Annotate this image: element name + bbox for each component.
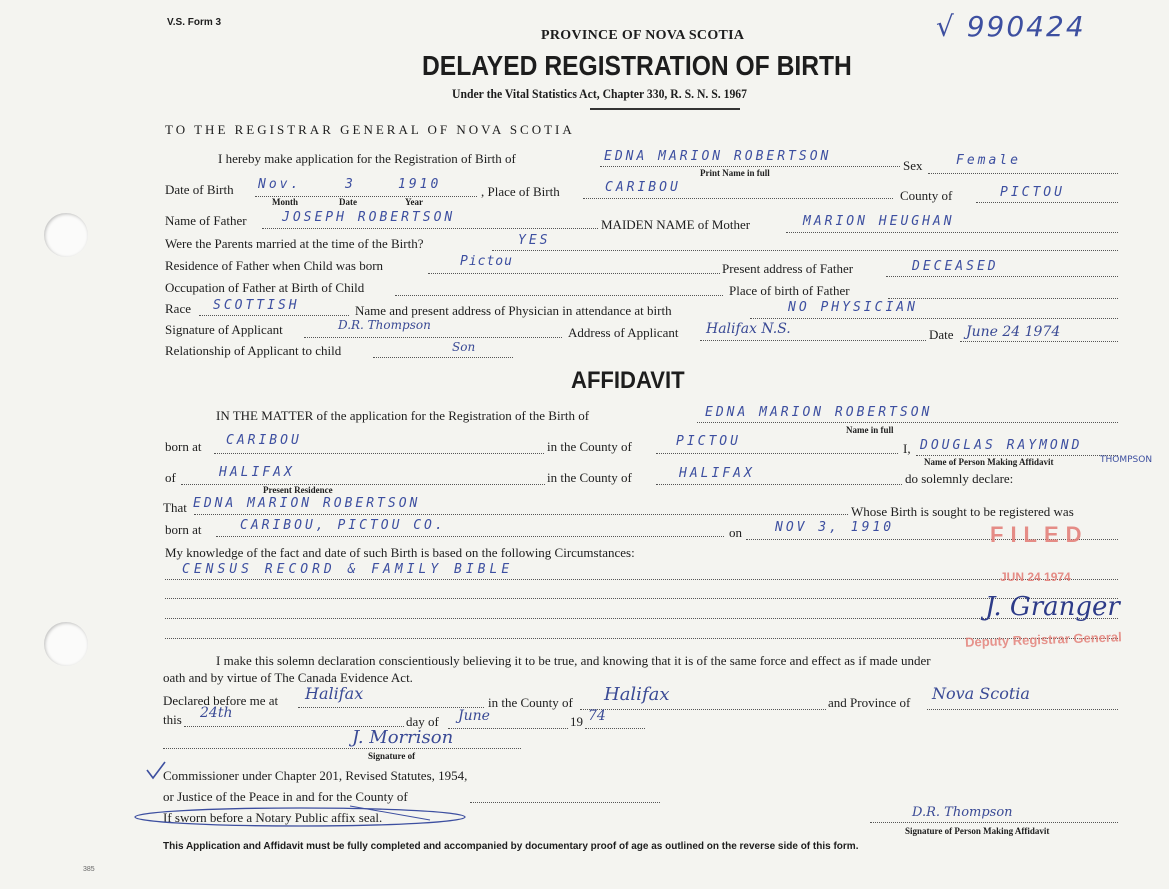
footer-note: This Application and Affidavit must be fully completed and accompanied by documentary proof of age as outlined on the reverse side of this form. (163, 841, 859, 852)
value-date-applicant: June 24 1974 (966, 324, 1061, 340)
line-year (585, 728, 645, 729)
addressee: TO THE REGISTRAR GENERAL OF NOVA SCOTIA (165, 122, 575, 137)
ink-strikethrough-icon (130, 800, 480, 836)
line-deponent-signature (870, 822, 1118, 823)
label-dob: Date of Birth (165, 182, 234, 197)
value-month-sworn: June (458, 708, 490, 724)
value-child-name: EDNA MARION ROBERTSON (604, 149, 832, 164)
value-deponent: DOUGLAS RAYMOND (920, 438, 1083, 453)
line-of (181, 484, 545, 485)
value-deponent-surname: THOMPSON (1100, 455, 1153, 465)
line-mother (786, 232, 1118, 233)
commissioner-signature: J. Morrison (352, 727, 454, 748)
line-month (448, 728, 568, 729)
line-that (194, 514, 848, 515)
label-physician: Name and present address of Physician in attendance at birth (355, 303, 672, 318)
caption-signature-of: Signature of (368, 751, 416, 761)
declaration-line-2: oath and by virtue of The Canada Evidence Act. (163, 670, 413, 685)
label-this: this (163, 712, 182, 727)
affidavit-title: AFFIDAVIT (571, 367, 685, 394)
value-of: HALIFAX (219, 465, 295, 480)
corner-number: 385 (83, 866, 95, 873)
label-province: and Province of (828, 695, 911, 710)
line-justice-county (470, 802, 660, 803)
value-present-address-father: DECEASED (912, 259, 999, 274)
label-that: That (163, 500, 187, 515)
province-heading: PROVINCE OF NOVA SCOTIA (541, 28, 745, 43)
value-month: Nov. (258, 177, 302, 192)
deputy-registrar-stamp: Deputy Registrar General (964, 629, 1122, 650)
label-present-address-father: Present address of Father (722, 261, 854, 276)
form-number: V.S. Form 3 (167, 17, 222, 28)
line-province (927, 709, 1118, 710)
value-mother: MARION HEUGHAN (803, 214, 955, 229)
label-apply: I hereby make application for the Registration of Birth of (218, 151, 516, 166)
line-county-3 (580, 709, 826, 710)
line-commissioner-signature (163, 748, 521, 749)
value-date: 3 (345, 177, 356, 192)
line-declared (298, 707, 484, 708)
caption-date: Date (339, 197, 357, 207)
label-date: Date (929, 327, 954, 342)
caption-deponent-signature: Signature of Person Making Affidavit (905, 826, 1050, 836)
line-present-address (886, 276, 1118, 277)
value-place: CARIBOU (605, 180, 681, 195)
value-county: PICTOU (1000, 185, 1065, 200)
line-birthplace-father (888, 298, 1118, 299)
label-of: of (165, 470, 176, 485)
registration-number: √ 990424 (936, 10, 1086, 43)
label-declared-before: Declared before me at (163, 693, 279, 708)
justice-text: or Justice of the Peace in and for the County of (163, 789, 408, 804)
value-father: JOSEPH ROBERTSON (282, 210, 456, 225)
line-residence (428, 273, 720, 274)
declaration-line-1: I make this solemn declaration conscientiously believing it to be true, and knowing that it is of the same force and effect as if made under (216, 653, 931, 668)
label-day-of: day of (406, 714, 439, 729)
value-that: EDNA MARION ROBERTSON (193, 496, 421, 511)
label-county: County of (900, 188, 953, 203)
value-year: 1910 (398, 177, 442, 192)
label-year: 19 (570, 714, 583, 729)
value-residence-father: Pictou (460, 254, 513, 269)
label-place-of-birth: , Place of Birth (481, 184, 560, 199)
line-county (976, 202, 1118, 203)
label-birthplace-father: Place of birth of Father (729, 283, 850, 298)
label-father: Name of Father (165, 213, 247, 228)
label-on: on (729, 525, 742, 540)
label-address-applicant: Address of Applicant (568, 325, 679, 340)
line-born-at (214, 453, 544, 454)
label-born-at-2: born at (165, 522, 202, 537)
line-married (492, 250, 1118, 251)
label-matter: IN THE MATTER of the application for the Registration of the Birth of (216, 408, 590, 423)
circumstance-line-2 (165, 598, 1118, 599)
value-day: 24th (200, 705, 233, 721)
label-occupation: Occupation of Father at Birth of Child (165, 280, 365, 295)
circumstance-line-1 (165, 579, 1118, 580)
label-residence-father: Residence of Father when Child was born (165, 258, 384, 273)
filed-stamp: FILED (990, 522, 1089, 547)
label-in-county: in the County of (547, 439, 632, 454)
value-race: SCOTTISH (213, 298, 300, 313)
line-occupation (395, 295, 723, 296)
value-relationship: Son (452, 340, 476, 354)
label-declare: do solemnly declare: (905, 471, 1014, 486)
label-i: I, (903, 441, 911, 456)
value-circumstances: CENSUS RECORD & FAMILY BIBLE (182, 562, 514, 577)
line-address-applicant (700, 340, 926, 341)
punch-hole-bottom (44, 622, 88, 666)
commissioner-text: Commissioner under Chapter 201, Revised Statutes, 1954, (163, 768, 468, 783)
value-born-at-2: CARIBOU, PICTOU CO. (240, 518, 446, 533)
line-father (262, 228, 598, 229)
value-province: Nova Scotia (932, 684, 1030, 703)
label-race: Race (165, 301, 191, 316)
caption-print-name: Print Name in full (700, 168, 770, 178)
caption-present-residence: Present Residence (263, 485, 333, 495)
line-place (583, 198, 893, 199)
label-knowledge: My knowledge of the fact and date of such Birth is based on the following Circumstances: (165, 545, 635, 560)
label-whose-birth: Whose Birth is sought to be registered was (851, 504, 1074, 519)
label-relationship: Relationship of Applicant to child (165, 343, 342, 358)
line-signature-applicant (304, 337, 562, 338)
value-matter-name: EDNA MARION ROBERTSON (705, 405, 933, 420)
value-address-applicant: Halifax N.S. (706, 321, 791, 337)
filed-date-stamp: JUN 24 1974 (1000, 570, 1071, 584)
registrar-signature: J. Granger (985, 592, 1120, 622)
value-physician: NO PHYSICIAN (788, 300, 918, 315)
form-subtitle: Under the Vital Statistics Act, Chapter 330, R. S. N. S. 1967 (452, 86, 748, 101)
label-mother: MAIDEN NAME of Mother (601, 217, 751, 232)
line-date (960, 341, 1118, 342)
line-in-county (656, 453, 898, 454)
label-county-3: in the County of (488, 695, 573, 710)
form-title: DELAYED REGISTRATION OF BIRTH (422, 50, 852, 81)
caption-month: Month (272, 197, 299, 207)
line-physician (750, 318, 1118, 319)
circumstance-line-3 (165, 618, 1118, 619)
label-married: Were the Parents married at the time of the Birth? (165, 236, 424, 251)
line-name (600, 166, 900, 167)
label-sex: Sex (903, 158, 923, 173)
deponent-signature: D.R. Thompson (912, 805, 1013, 820)
line-in-county-2 (656, 484, 902, 485)
value-year-sworn: 74 (588, 708, 606, 724)
value-county-3: Halifax (604, 684, 670, 705)
value-declared-at: Halifax (305, 684, 364, 703)
line-race (199, 315, 349, 316)
line-born-at-2 (216, 536, 724, 537)
label-in-county-2: in the County of (547, 470, 632, 485)
line-sex (928, 173, 1118, 174)
line-relationship (373, 357, 513, 358)
value-sex: Female (956, 153, 1021, 168)
value-signature-applicant: D.R. Thompson (338, 318, 431, 332)
value-on: NOV 3, 1910 (775, 520, 895, 535)
caption-deponent: Name of Person Making Affidavit (924, 457, 1054, 467)
value-county-2: HALIFAX (679, 466, 755, 481)
punch-hole-top (44, 213, 88, 257)
title-rule (590, 108, 740, 110)
label-born-at: born at (165, 439, 202, 454)
value-married: YES (518, 233, 551, 248)
caption-year: Year (405, 197, 423, 207)
caption-name-full: Name in full (846, 425, 894, 435)
notary-text: If sworn before a Notary Public affix seal. (163, 810, 383, 825)
label-signature-applicant: Signature of Applicant (165, 322, 283, 337)
line-matter (697, 422, 1118, 423)
line-deponent (916, 455, 1118, 456)
value-affidavit-county: PICTOU (676, 434, 741, 449)
value-born-at: CARIBOU (226, 433, 302, 448)
